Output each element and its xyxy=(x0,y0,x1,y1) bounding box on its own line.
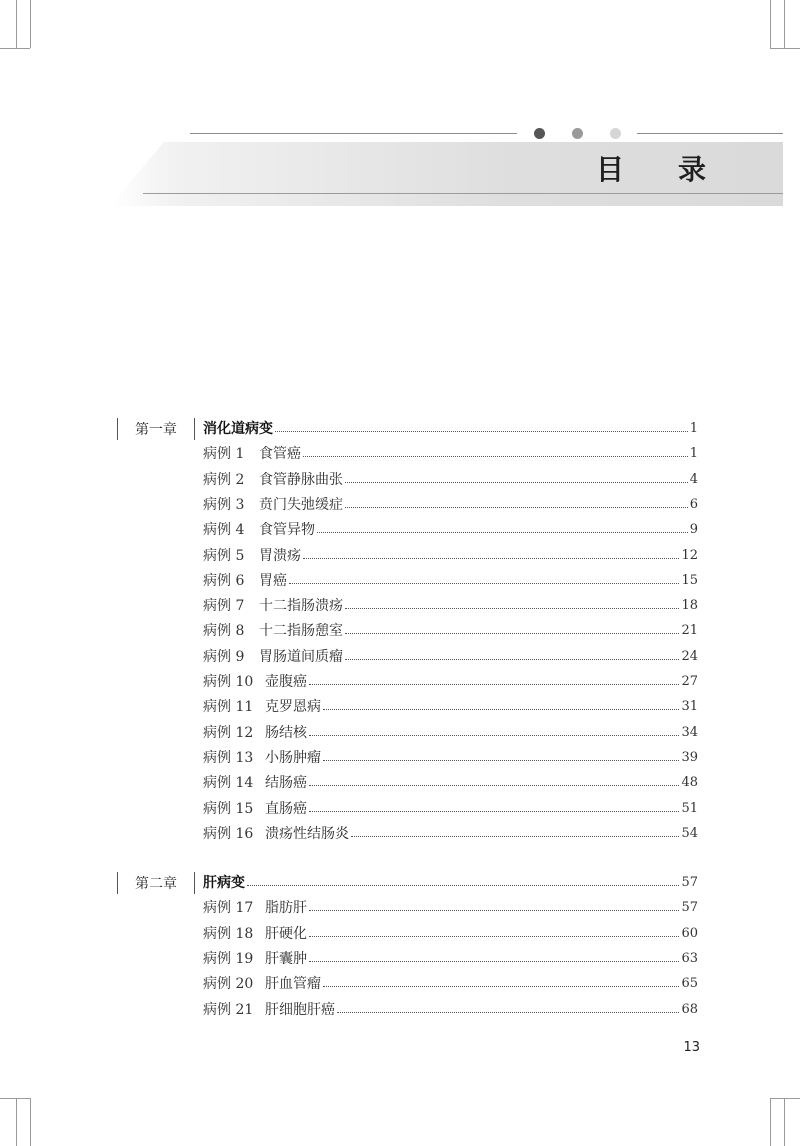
case-number: 病例 8 xyxy=(203,623,245,640)
case-number: 病例 1 xyxy=(203,446,245,463)
dot-leader xyxy=(351,835,679,837)
entry-page: 15 xyxy=(681,572,698,588)
entry-title: 肝血管瘤 xyxy=(265,976,321,993)
entry-page: 6 xyxy=(689,496,698,512)
header-dot-dark xyxy=(534,128,545,139)
dot-leader xyxy=(309,960,679,962)
dot-leader xyxy=(345,506,688,508)
toc-entry[interactable] xyxy=(203,646,698,668)
entry-title: 贲门失弛缓症 xyxy=(259,496,343,513)
entry-page: 34 xyxy=(681,724,698,740)
page-title-char: 目 xyxy=(596,153,625,186)
entry-page: 57 xyxy=(681,900,698,916)
entry-page: 39 xyxy=(681,749,698,765)
entry-page: 31 xyxy=(681,699,698,715)
header-rule-right xyxy=(637,133,783,134)
crop-mark xyxy=(16,0,17,48)
chapter-label: 第一章 xyxy=(117,418,195,440)
page-title xyxy=(596,150,706,186)
case-number: 病例 17 xyxy=(203,900,254,917)
case-number: 病例 19 xyxy=(203,950,254,967)
toc-entry[interactable] xyxy=(203,671,698,693)
chapter-entry[interactable] xyxy=(203,418,698,440)
header-dot-light xyxy=(610,128,621,139)
crop-mark xyxy=(770,1098,800,1099)
dot-leader xyxy=(317,531,688,533)
dot-leader xyxy=(337,1011,679,1013)
case-number: 病例 10 xyxy=(203,674,254,690)
dot-leader xyxy=(309,734,679,736)
entry-title: 食管静脉曲张 xyxy=(259,471,343,488)
dot-leader xyxy=(309,909,679,911)
dot-leader xyxy=(303,557,679,559)
entry-title: 壶腹癌 xyxy=(265,674,307,690)
entry-page: 60 xyxy=(681,925,698,941)
banner-underline xyxy=(143,193,783,194)
toc-entry[interactable] xyxy=(203,696,698,718)
crop-mark xyxy=(0,48,30,49)
entry-title: 食管异物 xyxy=(259,522,315,539)
entry-title: 胃肠道间质瘤 xyxy=(259,648,343,665)
entry-page: 1 xyxy=(689,446,698,462)
case-number: 病例 15 xyxy=(203,800,254,817)
entry-page: 65 xyxy=(681,976,698,992)
toc-entry[interactable] xyxy=(203,747,698,769)
case-number: 病例 6 xyxy=(203,572,245,589)
chapter-page: 1 xyxy=(689,421,698,436)
entry-page: 21 xyxy=(681,623,698,639)
entry-page: 48 xyxy=(681,775,698,791)
crop-mark xyxy=(770,0,771,48)
entry-title: 胃溃疡 xyxy=(259,547,301,564)
dot-leader xyxy=(309,784,679,786)
dot-leader xyxy=(323,708,679,710)
case-number: 病例 5 xyxy=(203,547,245,564)
entry-title: 胃癌 xyxy=(259,572,287,589)
dot-leader xyxy=(345,481,688,483)
toc-entry[interactable] xyxy=(203,948,698,970)
entry-page: 4 xyxy=(689,471,698,487)
entry-title: 肠结核 xyxy=(265,724,307,741)
dot-leader xyxy=(345,607,679,609)
chapter-title: 肝病变 xyxy=(203,875,245,891)
toc-entry[interactable] xyxy=(203,897,698,919)
case-number: 病例 3 xyxy=(203,496,245,513)
entry-title: 脂肪肝 xyxy=(265,900,307,917)
case-number: 病例 18 xyxy=(203,925,254,942)
toc-entry[interactable] xyxy=(203,823,698,845)
case-number: 病例 12 xyxy=(203,724,254,741)
crop-mark xyxy=(30,1098,31,1146)
toc-entry[interactable] xyxy=(203,722,698,744)
entry-page: 68 xyxy=(681,1001,698,1017)
entry-title: 结肠癌 xyxy=(265,775,307,792)
case-number: 病例 20 xyxy=(203,976,254,993)
toc-entry[interactable] xyxy=(203,469,698,491)
crop-mark xyxy=(770,48,800,49)
entry-title: 十二指肠憩室 xyxy=(259,623,343,640)
dot-leader xyxy=(275,430,688,432)
case-number: 病例 2 xyxy=(203,471,245,488)
case-number: 病例 7 xyxy=(203,598,245,615)
chapter-page: 57 xyxy=(681,875,698,890)
case-number: 病例 14 xyxy=(203,775,254,792)
toc-entry[interactable] xyxy=(203,519,698,541)
entry-title: 十二指肠溃疡 xyxy=(259,598,343,615)
dot-leader xyxy=(309,683,679,685)
page-title-char: 录 xyxy=(677,153,706,186)
case-number: 病例 13 xyxy=(203,749,254,766)
dot-leader xyxy=(247,884,679,886)
crop-mark xyxy=(784,1098,785,1146)
case-number: 病例 16 xyxy=(203,825,254,842)
toc-entry[interactable] xyxy=(203,570,698,592)
entry-page: 24 xyxy=(681,648,698,664)
entry-title: 肝细胞肝癌 xyxy=(265,1001,335,1018)
entry-page: 18 xyxy=(681,598,698,614)
crop-mark xyxy=(30,0,31,48)
chapter-label: 第二章 xyxy=(117,872,195,894)
chapter-entry[interactable] xyxy=(203,872,698,894)
dot-leader xyxy=(309,935,679,937)
crop-mark xyxy=(770,1098,771,1146)
entry-title: 溃疡性结肠炎 xyxy=(265,825,349,842)
entry-title: 肝硬化 xyxy=(265,925,307,942)
case-number: 病例 9 xyxy=(203,648,245,665)
toc-entry[interactable] xyxy=(203,545,698,567)
crop-mark xyxy=(0,1098,30,1099)
crop-mark xyxy=(16,1098,17,1146)
entry-page: 63 xyxy=(681,950,698,966)
dot-leader xyxy=(289,582,679,584)
dot-leader xyxy=(345,632,679,634)
entry-page: 27 xyxy=(681,674,698,689)
dot-leader xyxy=(323,985,679,987)
case-number: 病例 4 xyxy=(203,522,245,539)
chapter-title: 消化道病变 xyxy=(203,421,273,437)
entry-page: 51 xyxy=(681,800,698,816)
toc-entry[interactable] xyxy=(203,494,698,516)
dot-leader xyxy=(303,455,688,457)
entry-page: 9 xyxy=(689,522,698,538)
toc-entry[interactable] xyxy=(203,620,698,642)
dot-leader xyxy=(345,658,679,660)
case-number: 病例 21 xyxy=(203,1001,254,1018)
toc-entry[interactable] xyxy=(203,443,698,465)
toc-entry[interactable] xyxy=(203,999,698,1021)
entry-title: 肝囊肿 xyxy=(265,950,307,967)
toc-entry[interactable] xyxy=(203,595,698,617)
crop-mark xyxy=(784,0,785,48)
header-rule-left xyxy=(190,133,517,134)
dot-leader xyxy=(323,759,679,761)
entry-title: 小肠肿瘤 xyxy=(265,749,321,766)
case-number: 病例 11 xyxy=(203,699,254,716)
header-dot-mid xyxy=(572,128,583,139)
entry-title: 克罗恩病 xyxy=(265,699,321,716)
toc-entry[interactable] xyxy=(203,772,698,794)
entry-page: 54 xyxy=(681,825,698,841)
entry-title: 直肠癌 xyxy=(265,800,307,817)
toc-entry[interactable] xyxy=(203,798,698,820)
toc-entry[interactable] xyxy=(203,923,698,945)
page-number: 13 xyxy=(683,1040,700,1055)
entry-title: 食管癌 xyxy=(259,446,301,463)
entry-page: 12 xyxy=(681,547,698,563)
dot-leader xyxy=(309,810,679,812)
toc-entry[interactable] xyxy=(203,973,698,995)
